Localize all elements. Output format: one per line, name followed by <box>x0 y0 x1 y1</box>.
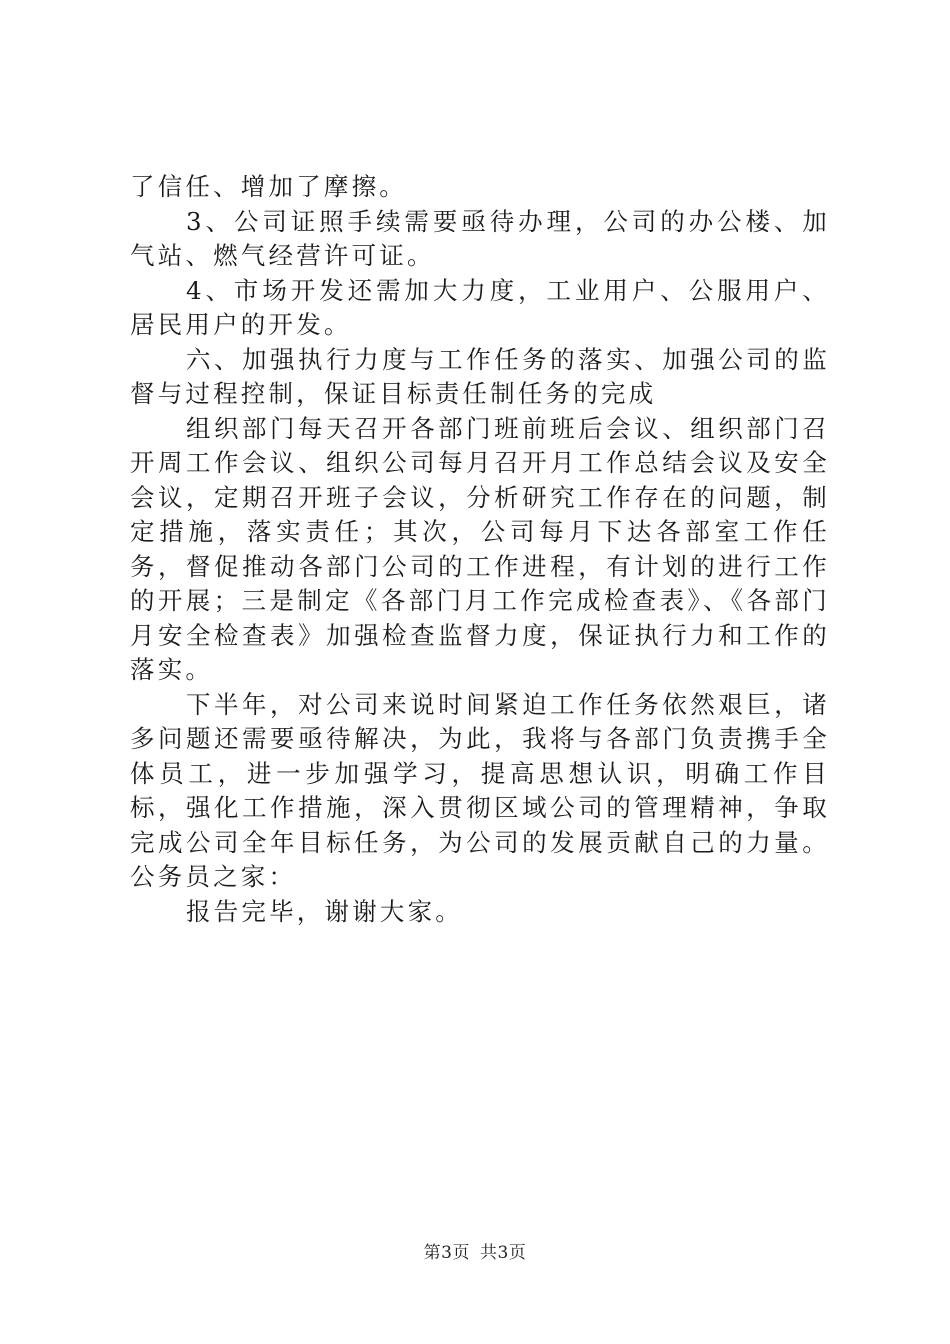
page-number: 第3页 <box>423 1243 470 1263</box>
paragraph-closing: 报告完毕，谢谢大家。 <box>186 896 463 926</box>
page-footer <box>0 1242 950 1264</box>
paragraph-meetings: 组织部门每天召开各部门班前班后会议、组织部门召开周工作会议、组织公司每月召开月工作总结会议及安全会议，定期召开班子会议，分析研究工作存在的问题，制定措施，落实责任；其次，公司每月下达各部室工作任务，督促推动各部门公司的工作进程，有计划的进行工作的开展；三是制定《各部门月工作完成检查表》、《各部门月安全检查表》加强检查监督力度，保证执行力和工作的落实。 <box>130 413 830 684</box>
paragraph-second-half: 下半年，对公司来说时间紧迫工作任务依然艰巨，诸多问题还需要亟待解决，为此，我将与各部门负责携手全体员工，进一步加强学习，提高思想认识，明确工作目标，强化工作措施，深入贯彻区域公司的管理精神，争取完成公司全年目标任务，为公司的发展贡献自己的力量。公务员之家： <box>130 689 830 891</box>
paragraph-continuation: 了信任、增加了摩擦。 <box>130 172 407 201</box>
section-heading-six: 六、加强执行力度与工作任务的落实、加强公司的监督与过程控制，保证目标责任制任务的完成 <box>130 344 830 408</box>
document-body <box>130 170 830 929</box>
paragraph-item-3: 3、公司证照手续需要亟待办理，公司的办公楼、加气站、燃气经营许可证。 <box>130 206 830 270</box>
paragraph-item-4: 4、市场开发还需加大力度，工业用户、公服用户、居民用户的开发。 <box>130 275 830 339</box>
page-total: 共3页 <box>480 1243 527 1263</box>
